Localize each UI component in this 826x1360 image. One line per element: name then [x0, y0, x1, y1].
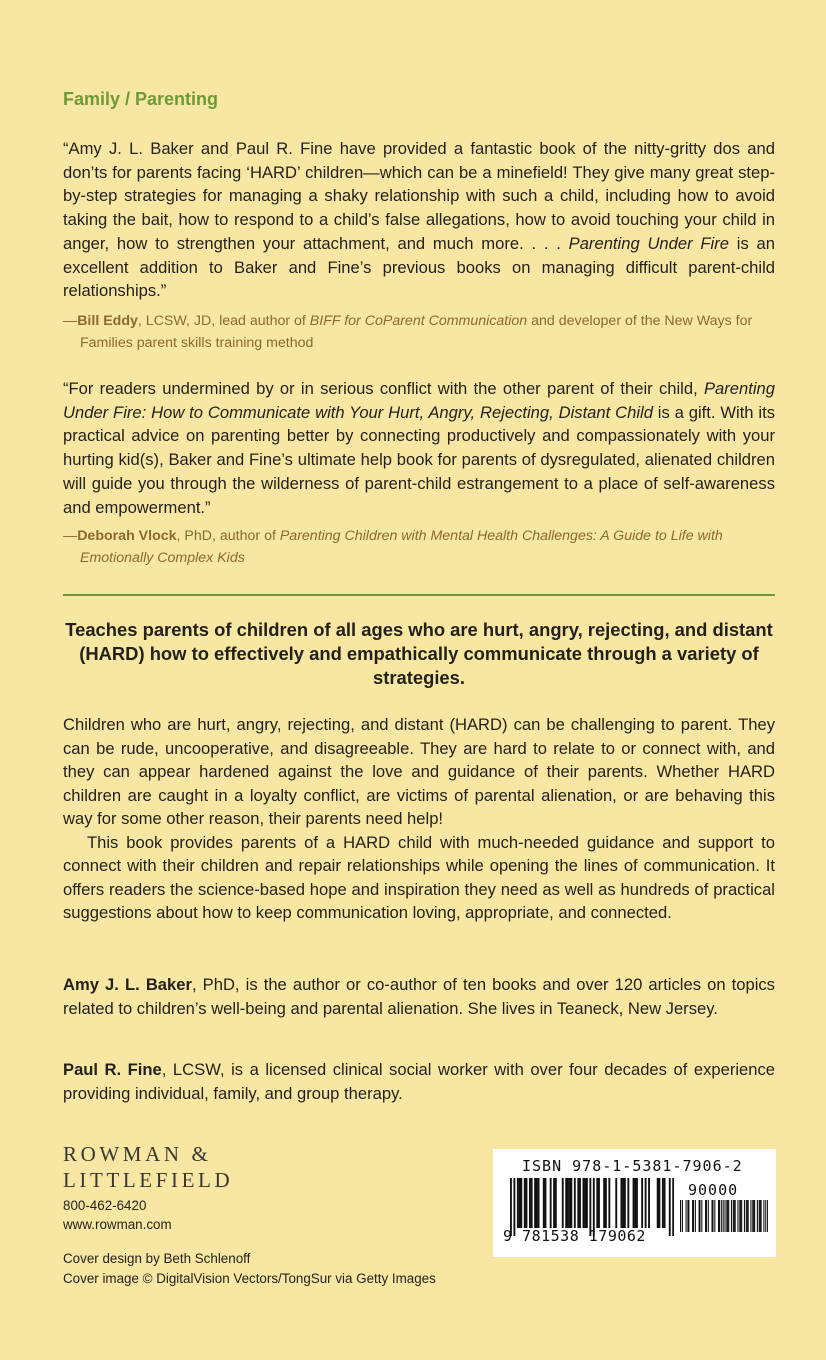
review-attribution-2: —Deborah Vlock, PhD, author of Parenting Children with Mental Health Challenges: A Guide to Life with Emotionally Complex Kids [63, 528, 723, 566]
barcode-bar [747, 1200, 748, 1232]
barcode-bar [739, 1200, 740, 1232]
barcode-bar [723, 1200, 724, 1232]
barcode-bar [731, 1200, 732, 1232]
barcode-bar [565, 1178, 567, 1228]
barcode-bar [645, 1178, 647, 1228]
barcode-bar [748, 1200, 749, 1232]
barcode-bar [735, 1200, 736, 1232]
barcode-bar [728, 1200, 729, 1232]
barcode-bar [534, 1178, 536, 1228]
description-paragraph-2: This book provides parents of a HARD child with much-needed guidance and support to connect with their children and repair relationships while opening the lines of communication. It offers readers the science-based hope and inspiration they need as well as hundreds of practical suggestions about how to keep communication loving, appropriate, and connected. [63, 832, 775, 922]
barcode-bar [536, 1178, 538, 1228]
barcode-bar [705, 1200, 706, 1232]
cover-image-credit: Cover image © DigitalVision Vectors/TongSur via Getty Images [63, 1271, 436, 1286]
barcode-bar [577, 1178, 579, 1228]
barcode-bar [688, 1200, 689, 1232]
headline: Teaches parents of children of all ages who are hurt, angry, rejecting, and distant (HARD) how to effectively and empathically communicate through a variety of strategies. [65, 619, 773, 688]
barcode-bar [737, 1200, 738, 1232]
barcode-bar [733, 1200, 734, 1232]
barcode-bar [598, 1178, 600, 1228]
barcode-bar [712, 1200, 713, 1232]
barcode-bar [692, 1200, 693, 1232]
barcode-bar [603, 1178, 605, 1228]
barcode-bar [672, 1178, 674, 1236]
barcode-bar [627, 1178, 629, 1228]
barcode-bar [545, 1178, 547, 1228]
barcode-bar [693, 1200, 694, 1232]
barcode-bar [767, 1200, 768, 1232]
ean-digits: 9 781538 179062 [503, 1227, 646, 1245]
barcode-bar [620, 1178, 622, 1228]
barcode-bar [519, 1178, 521, 1228]
barcode-bar [596, 1178, 598, 1228]
category-label: Family / Parenting [63, 89, 219, 109]
barcode-bar [682, 1200, 683, 1232]
divider [63, 594, 775, 596]
barcode-bar [579, 1178, 581, 1228]
barcode-bar [570, 1178, 572, 1228]
barcode-bar [695, 1200, 696, 1232]
barcode-bar [658, 1178, 660, 1228]
barcode-bar [726, 1200, 727, 1232]
barcode-bar [648, 1178, 650, 1228]
cover-design-credit: Cover design by Beth Schlenoff [63, 1251, 251, 1266]
barcode-bar [583, 1178, 585, 1228]
barcode-bar [754, 1200, 755, 1232]
barcode-bar [553, 1178, 555, 1228]
review-attribution-1: —Bill Eddy, LCSW, JD, lead author of BIFF for CoParent Communication and developer of the New Ways for Families parent skills training method [63, 313, 753, 351]
barcode-bar [718, 1200, 719, 1232]
description-paragraph-1: Children who are hurt, angry, rejecting, and distant (HARD) can be challenging to parent. They can be rude, uncooperative, and disagreeable. They are hard to relate to or connect with, and they can appear hardened against the love and guidance of their parents. Whether HARD children are caught in a loyalty conflict, are victims of parental alienation, or are behaving this way for some other reason, their parents need help! [63, 715, 775, 828]
barcode-bar [567, 1178, 569, 1228]
barcode-bar [664, 1178, 666, 1228]
publisher-website: www.rowman.com [63, 1217, 172, 1232]
barcode-bar [740, 1200, 741, 1232]
barcode-bar [605, 1178, 607, 1228]
barcode-bar [699, 1200, 700, 1232]
barcode-bar [624, 1178, 626, 1228]
barcode-bar [657, 1178, 659, 1228]
barcode-bar [746, 1200, 747, 1232]
barcode-bar [759, 1200, 760, 1232]
barcode-bar [741, 1200, 742, 1232]
barcode-bar [562, 1178, 564, 1228]
barcode-bar [641, 1178, 643, 1228]
barcode-bar [517, 1178, 519, 1228]
barcode-bar [584, 1178, 586, 1228]
price-barcode [680, 1200, 768, 1240]
barcode-bar [531, 1178, 533, 1228]
barcode-bar [569, 1178, 571, 1228]
review-quote-1: “Amy J. L. Baker and Paul R. Fine have provided a fantastic book of the nitty-gritty dos and don’ts for parents facing ‘HARD’ children—which can be a minefield! They give many great step-by-step strategies for managing a shaky relationship with such a child, including how to avoid taking the bait, how to respond to a child’s false allegations, how to avoid touching your child in anger, how to strengthen your attachment, and much more. . . . Parenting Under Fire is an excellent addition to Baker and Fine’s previous books on managing difficult parent-child relationships.” [63, 139, 775, 301]
barcode-bar [719, 1200, 720, 1232]
isbn-number: ISBN 978-1-5381-7906-2 [522, 1157, 743, 1175]
barcode-bar [727, 1200, 728, 1232]
barcode-bar [708, 1200, 709, 1232]
barcode-bar [711, 1200, 712, 1232]
barcode-bar [669, 1178, 671, 1236]
publisher-phone: 800-462-6420 [63, 1198, 147, 1213]
barcode-bar [555, 1178, 557, 1228]
barcode-bar [524, 1178, 526, 1228]
barcode-bar [706, 1200, 707, 1232]
barcode-bar [714, 1200, 715, 1232]
barcode-bar [538, 1178, 540, 1228]
barcode-bar [636, 1178, 638, 1228]
barcode-bar [765, 1200, 766, 1232]
barcode-bar [721, 1200, 722, 1232]
barcode-bar [520, 1178, 522, 1228]
barcode-bar [699, 1200, 700, 1232]
barcode-bar [586, 1178, 588, 1228]
barcode-bar [680, 1200, 681, 1232]
author-bio-2: Paul R. Fine, LCSW, is a licensed clinical social worker with over four decades of experience providing individual, family, and group therapy. [63, 1060, 776, 1103]
barcode-bar [526, 1178, 528, 1228]
barcode-bar [744, 1200, 745, 1232]
barcode-bar [763, 1200, 764, 1232]
barcode-bar [686, 1200, 687, 1232]
barcode-bar [550, 1178, 552, 1228]
barcode-bar [633, 1178, 635, 1228]
barcode-bar [734, 1200, 735, 1232]
barcode-bar [761, 1200, 762, 1232]
barcode-bar [750, 1200, 751, 1232]
barcode-bar [529, 1178, 531, 1228]
barcode-bar [760, 1200, 761, 1232]
author-bio-1: Amy J. L. Baker, PhD, is the author or co-author of ten books and over 120 articles on topics related to children’s well-being and parental alienation. She lives in Teaneck, New Jersey. [63, 975, 775, 1018]
barcode-bar [687, 1200, 688, 1232]
barcode-bar [608, 1178, 610, 1228]
barcode-bar [574, 1178, 576, 1228]
barcode-bar [757, 1200, 758, 1232]
barcode-bar [543, 1178, 545, 1228]
barcode-bar [662, 1178, 664, 1228]
barcode-bar [622, 1178, 624, 1228]
price-code: 90000 [688, 1181, 739, 1199]
barcode-bar [724, 1200, 725, 1232]
review-quote-2: “For readers undermined by or in serious conflict with the other parent of their child, Parenting Under Fire: How to Communicate with Your Hurt, Angry, Rejecting, Distant Child is a gift. With its practical advice on parenting better by connecting productively and compassionately with your hurting kid(s), Baker and Fine’s ultimate help book for parents of dysregulated, alienated children will guide you through the wilderness of parent-child estrangement to a place of self-awareness and empowerment.” [63, 379, 775, 517]
barcode-bar [752, 1200, 753, 1232]
barcode-bar [753, 1200, 754, 1232]
barcode-bar [615, 1178, 617, 1228]
publisher-logo: ROWMAN & LITTLEFIELD [63, 1142, 234, 1192]
book-description [63, 713, 775, 925]
barcode-bar [701, 1200, 702, 1232]
barcode-bar [634, 1178, 636, 1228]
